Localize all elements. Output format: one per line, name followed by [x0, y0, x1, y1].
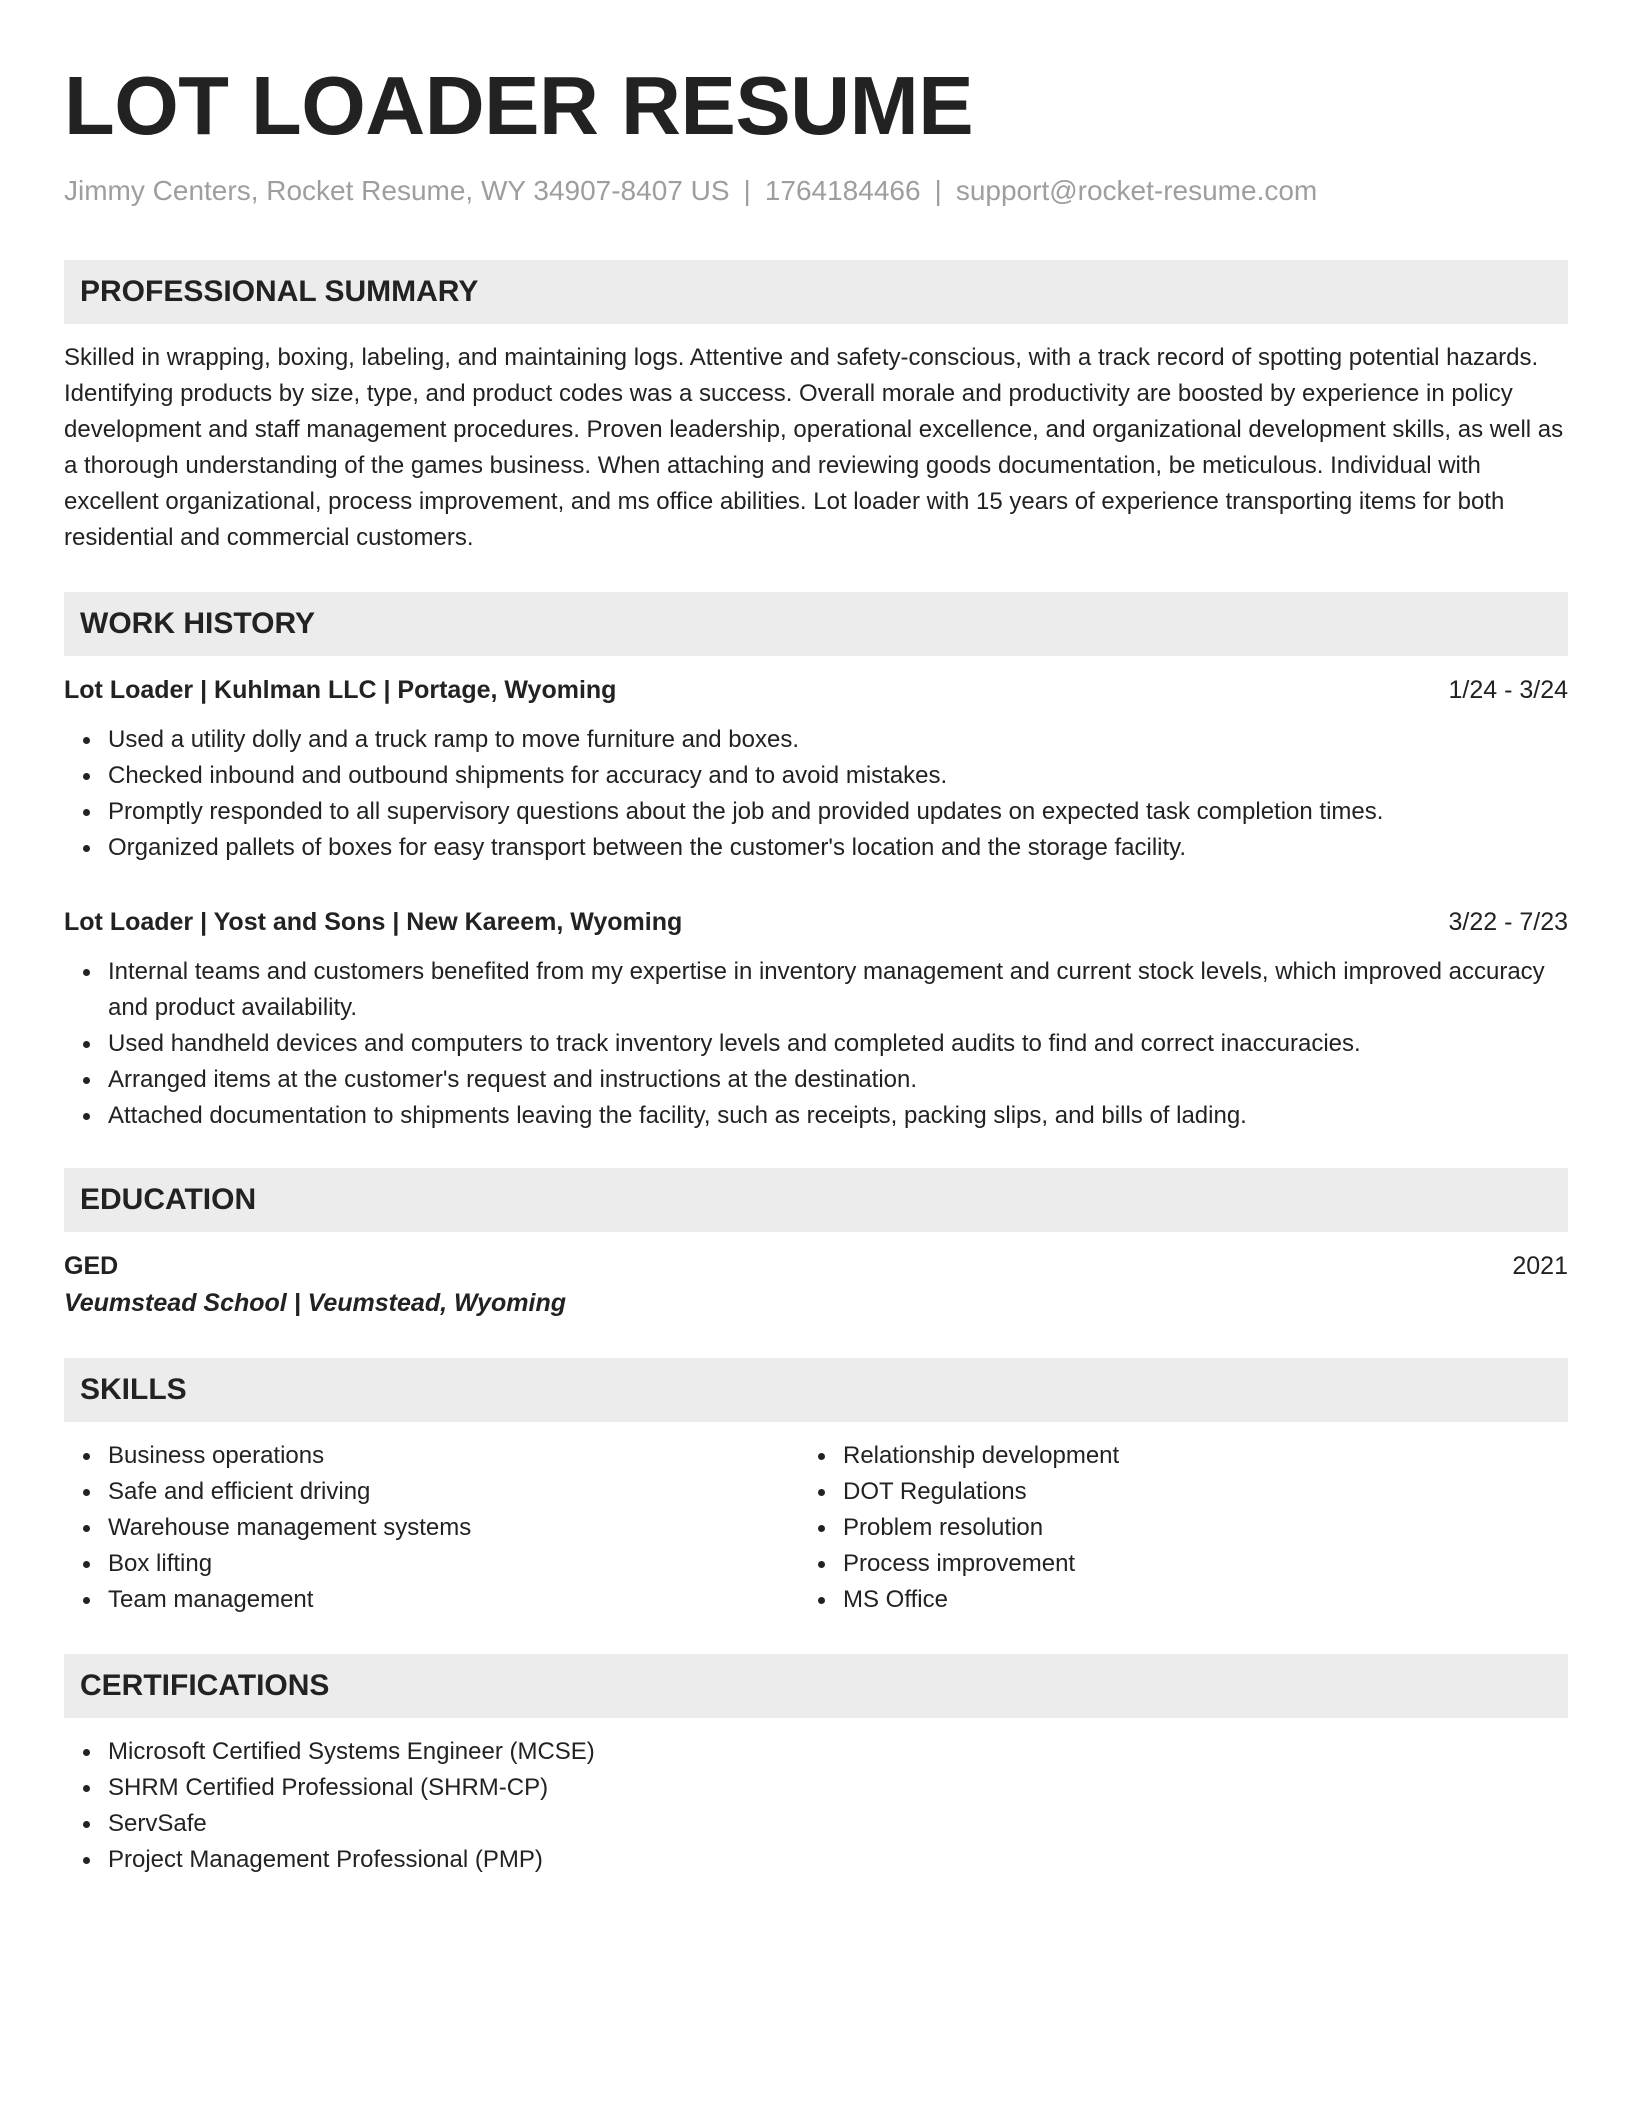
- contact-separator: |: [934, 175, 942, 206]
- education-school: Veumstead School | Veumstead, Wyoming: [64, 1289, 567, 1317]
- job-bullet-list: [64, 722, 1568, 866]
- job-bullet: Internal teams and customers benefited from my expertise in inventory management and current stock levels, which improved accuracy and product availability.: [108, 954, 1568, 1026]
- job-title: Lot Loader | Yost and Sons | New Kareem, Wyoming: [64, 908, 683, 936]
- skills-list-left: [64, 1438, 799, 1618]
- job-bullet: Promptly responded to all supervisory questions about the job and provided updates on expected task completion times.: [108, 794, 1568, 830]
- contact-phone: 1764184466: [764, 175, 921, 206]
- skill-item: Process improvement: [843, 1546, 1499, 1582]
- certification-item: SHRM Certified Professional (SHRM-CP): [108, 1770, 1568, 1806]
- section-header-skills: SKILLS: [64, 1358, 1568, 1422]
- certification-item: Microsoft Certified Systems Engineer (MCSE): [108, 1734, 1568, 1770]
- contact-line: [64, 174, 1568, 208]
- section-header-certifications: CERTIFICATIONS: [64, 1654, 1568, 1718]
- section-header-summary: PROFESSIONAL SUMMARY: [64, 260, 1568, 324]
- job-header: [64, 672, 1568, 708]
- job-bullet-list: [64, 954, 1568, 1134]
- contact-separator: |: [743, 175, 751, 206]
- skill-item: Box lifting: [108, 1546, 799, 1582]
- job-bullet: Checked inbound and outbound shipments for accuracy and to avoid mistakes.: [108, 758, 1568, 794]
- skill-item: Business operations: [108, 1438, 799, 1474]
- education-year: 2021: [1512, 1252, 1568, 1280]
- job-entry: [64, 904, 1568, 1134]
- job-bullet: Arranged items at the customer's request and instructions at the destination.: [108, 1062, 1568, 1098]
- skills-columns: [64, 1438, 1568, 1618]
- skill-item: Problem resolution: [843, 1510, 1499, 1546]
- contact-email: support@rocket-resume.com: [955, 175, 1318, 206]
- skills-list-right: [799, 1438, 1499, 1618]
- certification-item: ServSafe: [108, 1806, 1568, 1842]
- skill-item: MS Office: [843, 1582, 1499, 1618]
- skill-item: Team management: [108, 1582, 799, 1618]
- education-degree: GED: [64, 1252, 119, 1280]
- skill-item: Safe and efficient driving: [108, 1474, 799, 1510]
- job-dates: 1/24 - 3/24: [1448, 676, 1568, 704]
- contact-address: Jimmy Centers, Rocket Resume, WY 34907-8407 US: [64, 175, 730, 206]
- section-header-education: EDUCATION: [64, 1168, 1568, 1232]
- skill-item: DOT Regulations: [843, 1474, 1499, 1510]
- job-title: Lot Loader | Kuhlman LLC | Portage, Wyoming: [64, 676, 617, 704]
- job-bullet: Used handheld devices and computers to track inventory levels and completed audits to find and correct inaccuracies.: [108, 1026, 1568, 1062]
- job-header: [64, 904, 1568, 940]
- skill-item: Relationship development: [843, 1438, 1499, 1474]
- summary-text: Skilled in wrapping, boxing, labeling, and maintaining logs. Attentive and safety-conscious, with a track record of spotting potential hazards. Identifying products by size, type, and product codes was a success. Overall morale and productivity are boosted by experience in policy development and staff management procedures. Proven leadership, operational excellence, and organizational development skills, as well as a thorough understanding of the games business. When attaching and reviewing goods documentation, be meticulous. Individual with excellent organizational, process improvement, and ms office abilities. Lot loader with 15 years of experience transporting items for both residential and commercial customers.: [64, 344, 1564, 551]
- job-entry: [64, 672, 1568, 866]
- certification-list: [64, 1734, 1568, 1878]
- resume-title: LOT LOADER RESUME: [64, 59, 974, 152]
- education-header: [64, 1248, 1568, 1284]
- job-bullet: Used a utility dolly and a truck ramp to move furniture and boxes.: [108, 722, 1568, 758]
- job-bullet: Organized pallets of boxes for easy transport between the customer's location and the storage facility.: [108, 830, 1568, 866]
- skill-item: Warehouse management systems: [108, 1510, 799, 1546]
- job-dates: 3/22 - 7/23: [1448, 908, 1568, 936]
- section-header-work-history: WORK HISTORY: [64, 592, 1568, 656]
- job-bullet: Attached documentation to shipments leaving the facility, such as receipts, packing slips, and bills of lading.: [108, 1098, 1568, 1134]
- certification-item: Project Management Professional (PMP): [108, 1842, 1568, 1878]
